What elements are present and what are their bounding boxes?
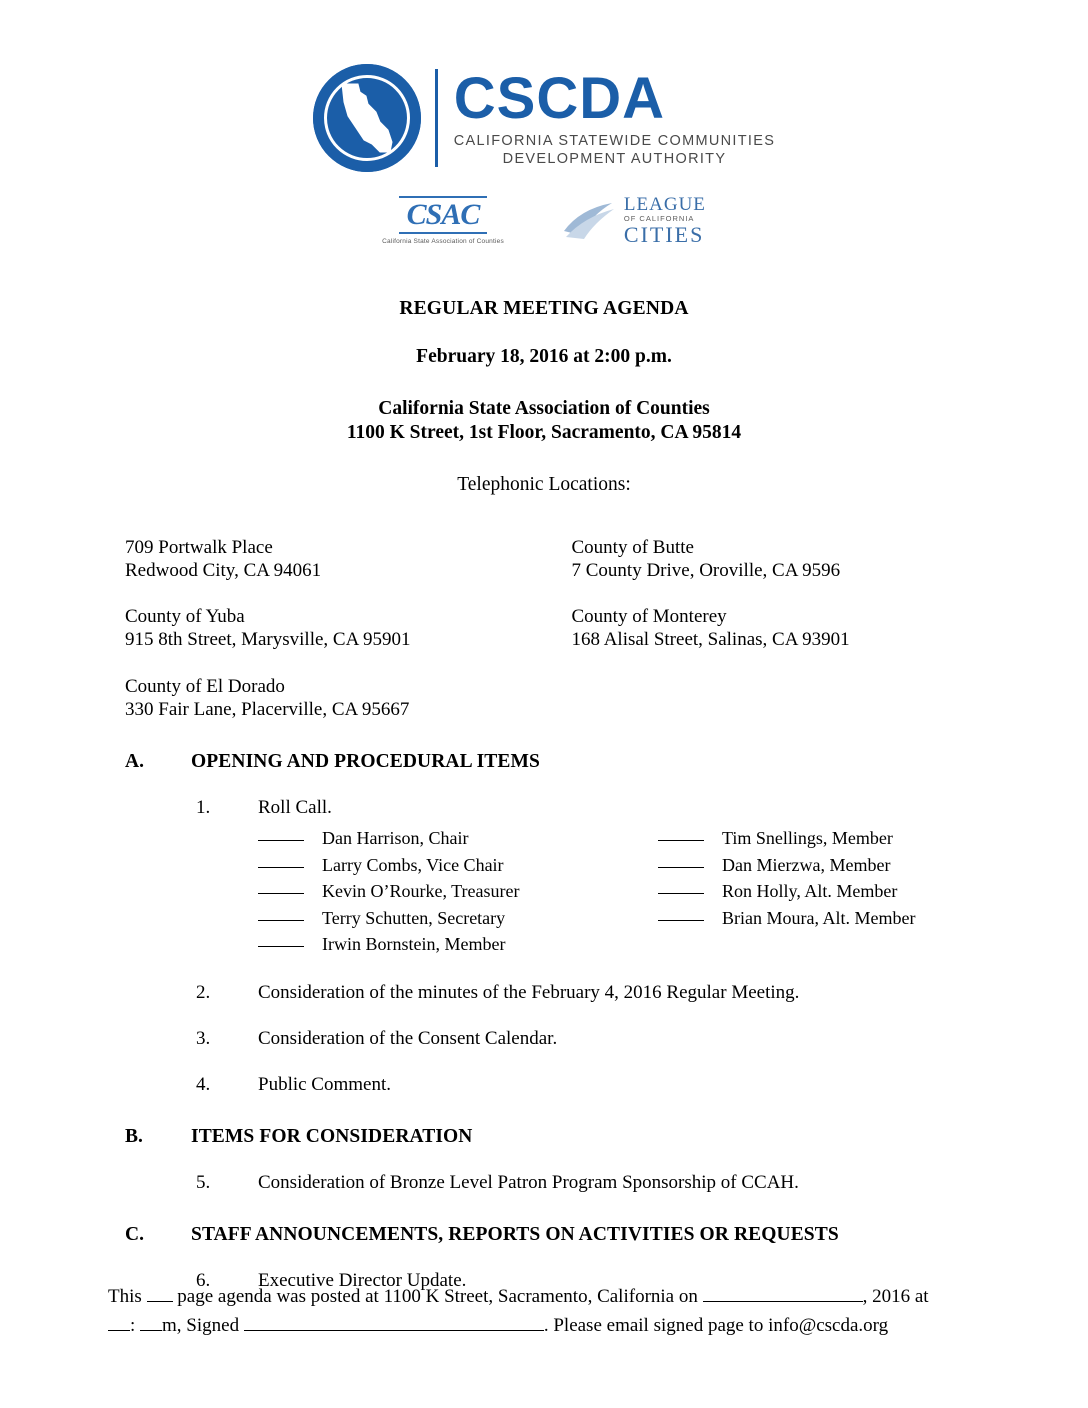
roll-call-checkbox-line[interactable] [258,946,304,947]
roll-call-member [658,852,890,879]
roll-call-checkbox-line[interactable] [658,840,704,841]
posting-text-6: . Please email signed page to info@cscda.org [543,1314,889,1336]
location-line: County of Yuba [125,606,245,628]
telephonic-locations-list [0,536,1088,721]
cscda-logo [313,64,775,172]
location-line: County of El Dorado [125,675,285,697]
roll-call-member [258,825,658,852]
roll-call-row [258,852,1088,879]
roll-call-member-name: Dan Mierzwa, Member [722,854,891,875]
location-entry [125,675,548,721]
brand-title: CSCDA [453,66,666,132]
posting-hour-blank[interactable] [108,1330,130,1331]
brand-subtitle-1: CALIFORNIA STATEWIDE COMMUNITIES [453,132,776,149]
item-text: Consideration of the Consent Calendar. [258,1028,558,1050]
roll-call-checkbox-line[interactable] [658,893,704,894]
meeting-organization: California State Association of Counties [378,397,710,419]
roll-call-member [258,852,658,879]
agenda-item-2 [0,982,1088,1004]
posting-date-blank[interactable] [703,1301,863,1302]
posting-statement [108,1283,992,1340]
roll-call-member-name: Larry Combs, Vice Chair [322,854,504,875]
section-title: STAFF ANNOUNCEMENTS, REPORTS ON ACTIVITIES OR REQUESTS [191,1224,839,1246]
roll-call-member-name: Irwin Bornstein, Member [322,934,506,955]
item-text: Public Comment. [258,1074,391,1096]
brand-subtitle-2: DEVELOPMENT AUTHORITY [502,150,727,167]
league-wordmark [624,195,706,246]
roll-call-member [658,905,915,932]
signature-blank[interactable] [244,1330,544,1331]
csac-caption: California State Association of Counties [382,237,504,245]
roll-call-member [258,878,658,905]
roll-call-member [658,878,897,905]
logo-block [0,64,1088,246]
posting-minute-blank[interactable] [140,1330,162,1331]
roll-call-list [0,825,1088,958]
roll-call-checkbox-line[interactable] [258,840,304,841]
roll-call-member-name: Terry Schutten, Secretary [322,907,506,928]
location-line: 330 Fair Lane, Placerville, CA 95667 [125,698,410,720]
roll-call-checkbox-line[interactable] [258,867,304,868]
location-line: 709 Portwalk Place [125,536,273,558]
document-title: REGULAR MEETING AGENDA [399,297,689,319]
section-letter: C. [125,1224,144,1246]
location-line: 7 County Drive, Oroville, CA 9596 [571,560,841,582]
agenda-item-1 [0,797,1088,819]
agenda-item-4 [0,1074,1088,1096]
roll-call-member-name: Tim Snellings, Member [722,827,893,848]
location-row [125,675,970,721]
location-entry [548,536,971,582]
section-letter: B. [125,1126,143,1148]
location-line: 168 Alisal Street, Salinas, CA 93901 [571,629,850,651]
section-title: OPENING AND PROCEDURAL ITEMS [191,750,540,772]
roll-call-member [258,931,658,958]
item-text: Consideration of Bronze Level Patron Program Sponsorship of CCAH. [258,1172,799,1194]
item-number: 4. [196,1074,211,1096]
section-heading-b [0,1126,1088,1148]
roll-call-checkbox-line[interactable] [258,920,304,921]
roll-call-member-name: Kevin O’Rourke, Treasurer [322,881,520,902]
league-of-california-cities-icon [562,197,616,243]
roll-call-row [258,931,1088,958]
location-line: County of Monterey [571,606,727,628]
league-line-1: LEAGUE [623,194,706,215]
location-row [125,536,970,582]
item-number: 5. [196,1172,211,1194]
location-row [125,605,970,651]
agenda-item-3 [0,1028,1088,1050]
location-entry [125,605,548,651]
telephonic-locations-label: Telephonic Locations: [457,473,631,495]
section-title: ITEMS FOR CONSIDERATION [191,1126,473,1148]
meeting-datetime: February 18, 2016 at 2:00 p.m. [416,345,672,367]
location-entry [125,536,548,582]
location-entry [548,605,971,651]
location-line: Redwood City, CA 94061 [125,560,322,582]
roll-call-member-name: Dan Harrison, Chair [322,827,469,848]
league-line-3: CITIES [623,221,705,247]
csac-logo [382,196,504,245]
posting-text-1: This [108,1286,147,1307]
roll-call-row [258,878,1088,905]
location-line: 915 8th Street, Marysville, CA 95901 [125,629,411,651]
partner-logos [0,195,1088,246]
agenda-item-5 [0,1172,1088,1194]
item-number: 1. [196,796,211,818]
csac-mark: CSAC [399,196,488,234]
location-line: County of Butte [571,536,694,558]
posting-text-3: , 2016 at [862,1286,929,1307]
roll-call-checkbox-line[interactable] [658,867,704,868]
posting-text-4: : [130,1314,141,1336]
location-entry [548,675,971,721]
logo-wordmark [435,66,776,167]
meeting-address: 1100 K Street, 1st Floor, Sacramento, CA 95814 [346,421,742,443]
league-line-2: OF CALIFORNIA [623,213,695,223]
item-text: Consideration of the minutes of the February 4, 2016 Regular Meeting. [258,982,800,1004]
california-outline-icon [336,82,398,154]
roll-call-member-name: Brian Moura, Alt. Member [722,907,916,928]
california-state-seal-icon [313,64,421,172]
page-count-blank[interactable] [147,1301,173,1302]
item-text: Roll Call. [258,796,332,818]
item-number: 3. [196,1028,211,1050]
item-text: Executive Director Update. [258,1270,467,1292]
roll-call-member [258,905,658,932]
roll-call-checkbox-line[interactable] [658,920,704,921]
roll-call-member [658,825,893,852]
roll-call-row [258,825,1088,852]
roll-call-row [258,905,1088,932]
posting-text-2: page agenda was posted at 1100 K Street, Sacramento, California on [172,1286,703,1307]
roll-call-checkbox-line[interactable] [258,893,304,894]
section-heading-a [0,751,1088,773]
section-letter: A. [125,750,144,772]
league-of-california-cities-logo [562,195,706,246]
roll-call-member-name: Ron Holly, Alt. Member [722,881,898,902]
item-number: 2. [196,982,211,1004]
posting-text-5: m, Signed [162,1314,244,1336]
item-number: 6. [196,1270,211,1292]
section-heading-c [0,1224,1088,1246]
